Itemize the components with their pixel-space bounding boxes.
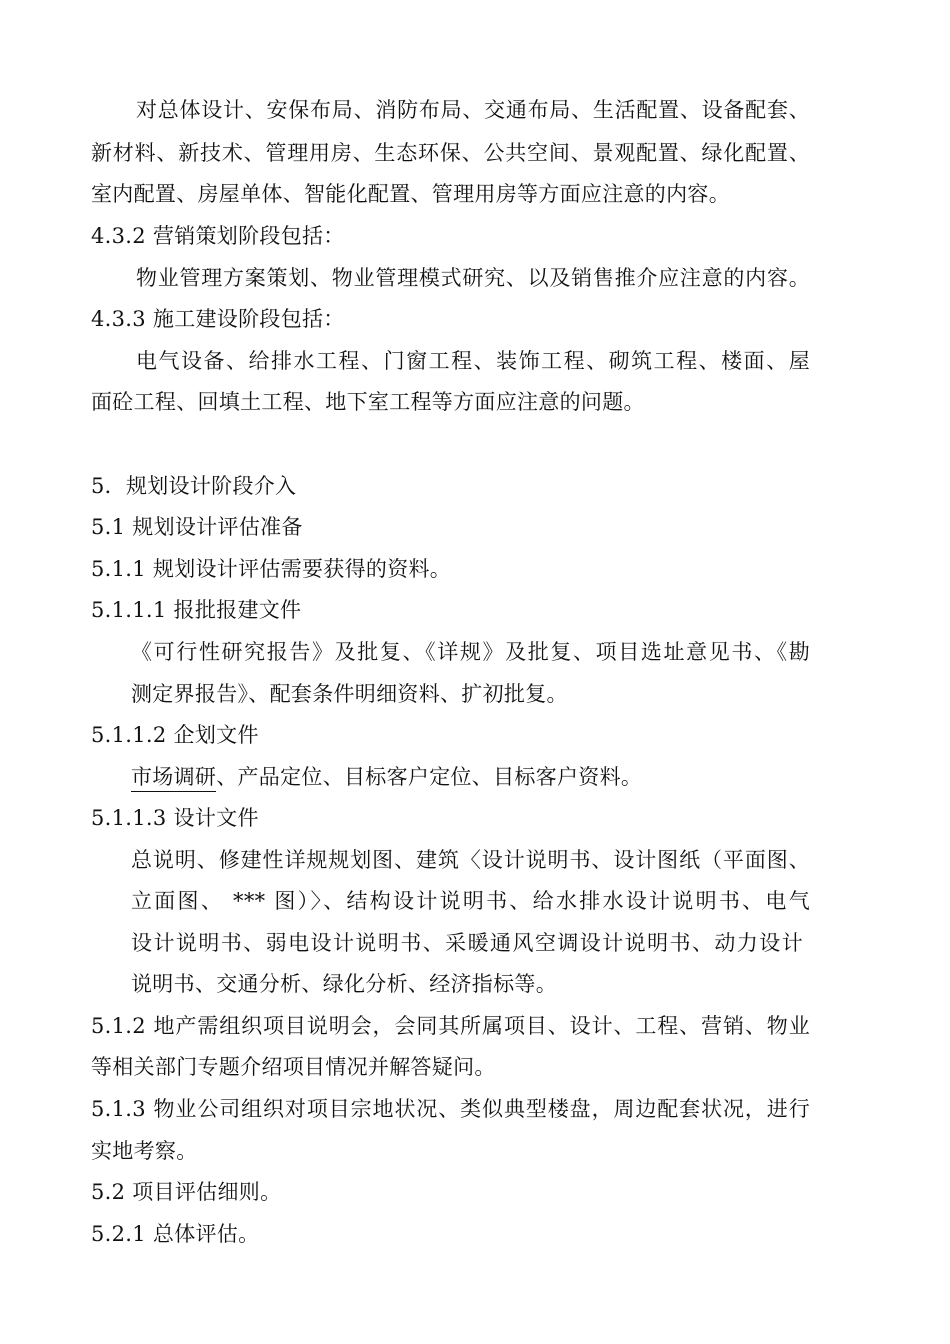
paragraph-line: 新材料、新技术、管理用房、生态环保、公共空间、景观配置、绿化配置、 <box>91 141 810 165</box>
paragraph-line: 说明书、交通分析、绿化分析、经济指标等。 <box>131 972 557 996</box>
paragraph-line: 对总体设计、安保布局、消防布局、交通布局、生活配置、设备配套、 <box>136 98 810 122</box>
section-heading: 5.1.1.2 企划文件 <box>91 723 259 747</box>
chapter-heading: 5．规划设计阶段介入 <box>91 474 297 498</box>
paragraph-line: 实地考察。 <box>91 1139 198 1163</box>
section-heading: 5.1 规划设计评估准备 <box>91 515 303 539</box>
section-heading: 4.3.3 施工建设阶段包括： <box>91 307 345 331</box>
paragraph-line: 电气设备、给排水工程、门窗工程、装饰工程、砌筑工程、楼面、屋 <box>136 349 810 373</box>
paragraph-line: 5.1.3 物业公司组织对项目宗地状况、类似典型楼盘，周边配套状况，进行 <box>91 1097 810 1121</box>
paragraph-text: 、产品定位、目标客户定位、目标客户资料。 <box>216 765 643 789</box>
paragraph-line: 总说明、修建性详规规划图、建筑〈设计说明书、设计图纸（平面图、 <box>131 848 810 872</box>
underlined-term: 市场调研 <box>131 765 216 792</box>
section-heading: 5.1.1.3 设计文件 <box>91 806 259 830</box>
paragraph-line: 设计说明书、弱电设计说明书、采暖通风空调设计说明书、动力设计 <box>131 931 803 955</box>
section-heading: 5.2 项目评估细则。 <box>91 1180 282 1204</box>
paragraph-line: 室内配置、房屋单体、智能化配置、管理用房等方面应注意的内容。 <box>91 182 730 206</box>
paragraph-line: 物业管理方案策划、物业管理模式研究、以及销售推介应注意的内容。 <box>136 266 810 290</box>
paragraph-line: 等相关部门专题介绍项目情况并解答疑问。 <box>91 1055 496 1079</box>
paragraph-line: 5.1.2 地产需组织项目说明会，会同其所属项目、设计、工程、营销、物业 <box>91 1014 810 1038</box>
section-heading: 5.2.1 总体评估。 <box>91 1222 260 1246</box>
paragraph-line: 《可行性研究报告》及批复、《详规》及批复、项目选址意见书、《勘 <box>131 640 810 664</box>
paragraph-line: 测定界报告》、配套条件明细资料、扩初批复。 <box>131 682 568 706</box>
section-heading: 5.1.1.1 报批报建文件 <box>91 598 302 622</box>
section-heading: 5.1.1 规划设计评估需要获得的资料。 <box>91 557 452 581</box>
paragraph-line <box>131 764 642 790</box>
section-heading: 4.3.2 营销策划阶段包括： <box>91 224 345 248</box>
paragraph-line: 面砼工程、回填土工程、地下室工程等方面应注意的问题。 <box>91 390 645 414</box>
paragraph-line: 立面图、 *** 图）〉、结构设计说明书、给水排水设计说明书、电气 <box>131 889 810 913</box>
